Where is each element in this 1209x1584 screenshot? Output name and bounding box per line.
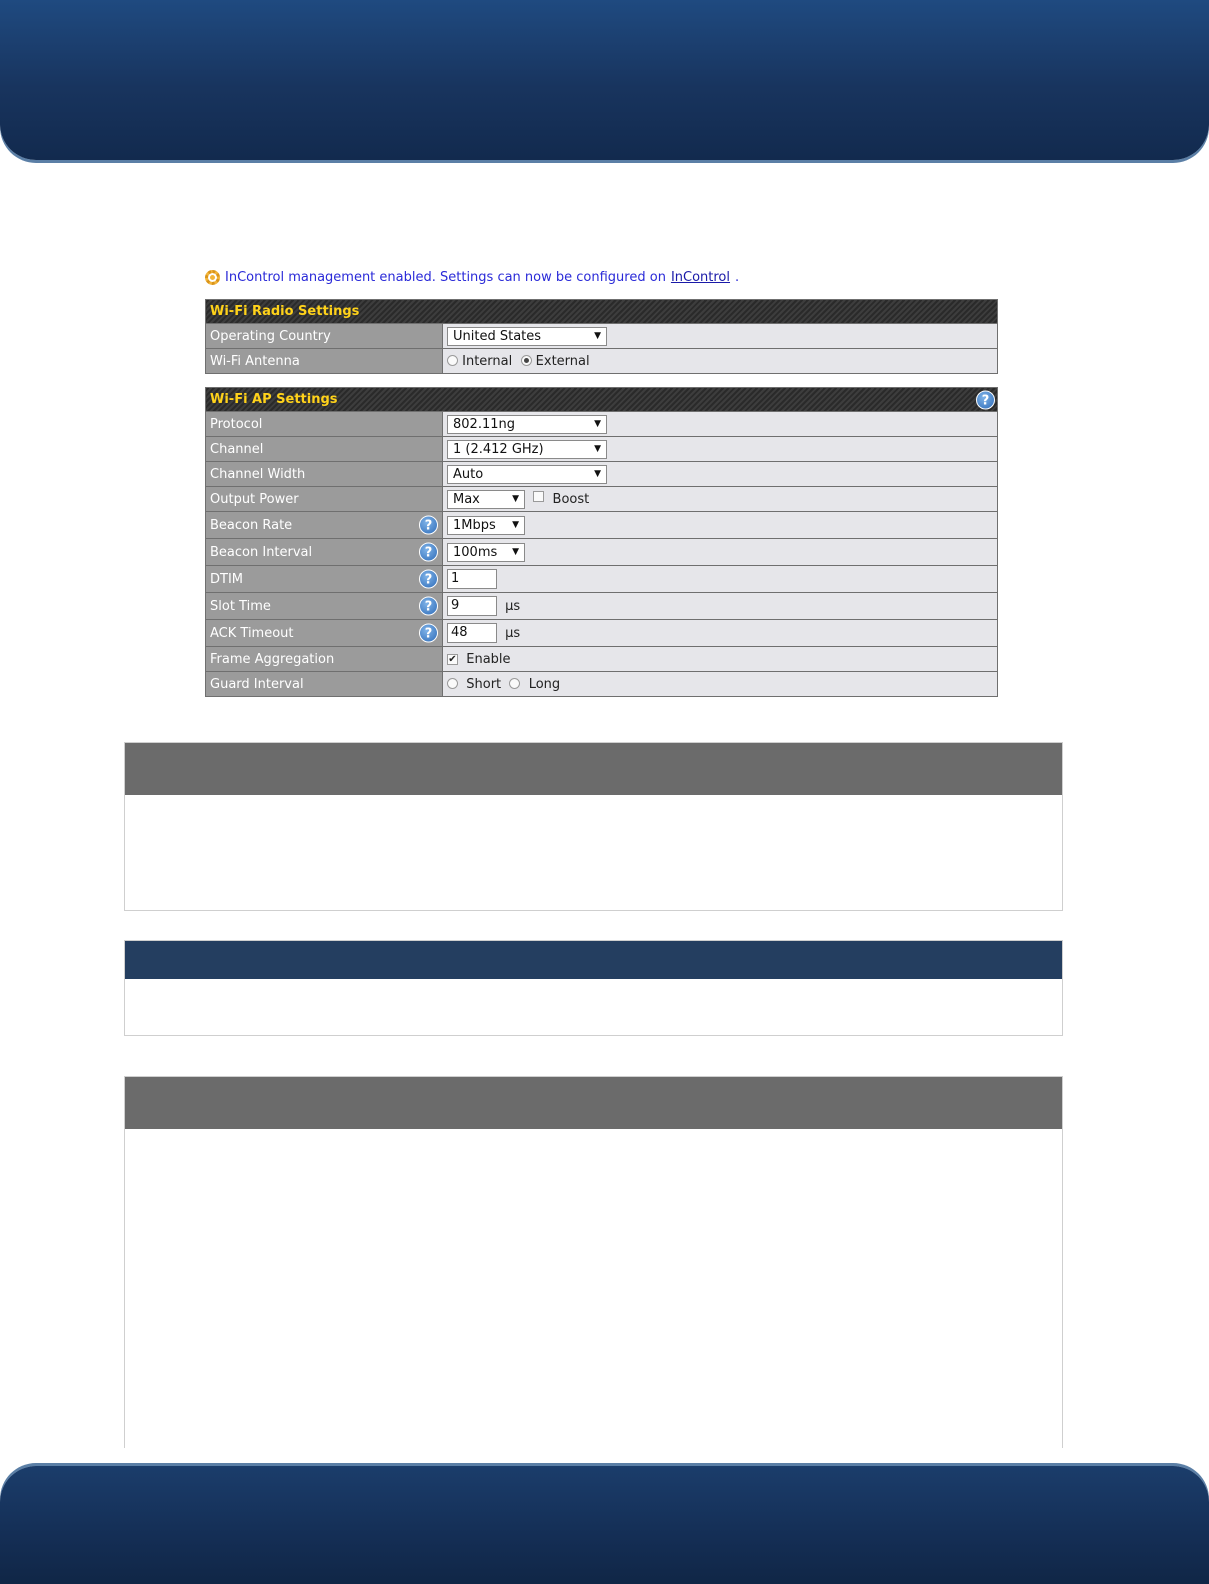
bottom-banner [0, 1466, 1209, 1584]
label-frame-aggregation: Frame Aggregation [206, 647, 443, 672]
output-power-value: Max [453, 491, 480, 507]
row-beacon-rate [206, 512, 998, 539]
chevron-down-icon: ▼ [512, 520, 519, 530]
ack-timeout-input[interactable]: 48 [447, 623, 497, 643]
help-icon[interactable]: ? [419, 597, 438, 616]
label-channel: Channel [206, 437, 443, 462]
antenna-external-label: External [535, 353, 590, 369]
label-guard-interval: Guard Interval [206, 672, 443, 697]
guard-interval-short-radio[interactable] [447, 678, 458, 689]
protocol-value: 802.11ng [453, 416, 515, 432]
row-protocol [206, 412, 998, 437]
row-guard-interval [206, 672, 998, 697]
wifi-ap-settings-header [206, 388, 998, 412]
panel-header [125, 1077, 1062, 1129]
antenna-internal-radio[interactable] [447, 355, 458, 366]
beacon-rate-select[interactable] [447, 516, 525, 535]
protocol-select[interactable] [447, 415, 607, 434]
output-power-select[interactable] [447, 490, 525, 509]
help-icon[interactable]: ? [419, 570, 438, 589]
beacon-rate-value: 1Mbps [453, 517, 496, 533]
section-title: Wi-Fi AP Settings [210, 392, 338, 407]
label-channel-width: Channel Width [206, 462, 443, 487]
label-output-power: Output Power [206, 487, 443, 512]
channel-value: 1 (2.412 GHz) [453, 441, 544, 457]
notice-suffix: . [735, 270, 740, 285]
label-ack-timeout: ACK Timeout [210, 625, 294, 641]
chevron-down-icon: ▼ [512, 547, 519, 557]
channel-width-value: Auto [453, 466, 484, 482]
label-beacon-rate: Beacon Rate [210, 517, 293, 533]
panel-header [125, 743, 1062, 795]
help-icon[interactable]: ? [419, 624, 438, 643]
chevron-down-icon: ▼ [594, 469, 601, 479]
incontrol-link[interactable]: InControl [670, 270, 731, 285]
gear-icon [205, 270, 220, 285]
label-operating-country: Operating Country [206, 324, 443, 349]
frame-aggregation-checkbox[interactable]: ✔ [448, 653, 457, 665]
chevron-down-icon: ▼ [512, 494, 519, 504]
label-beacon-interval: Beacon Interval [210, 544, 313, 560]
panel-header [125, 941, 1062, 979]
guard-interval-short-label: Short [466, 676, 502, 692]
boost-checkbox[interactable] [533, 491, 544, 502]
row-dtim [206, 566, 998, 593]
frame-aggregation-option: Enable [466, 651, 511, 667]
incontrol-notice [205, 270, 739, 285]
document-panel [124, 742, 1063, 911]
antenna-internal-label: Internal [462, 353, 513, 369]
dtim-input[interactable]: 1 [447, 569, 497, 589]
help-icon[interactable]: ? [976, 390, 995, 409]
help-icon[interactable]: ? [419, 543, 438, 562]
channel-width-select[interactable] [447, 465, 607, 484]
beacon-interval-select[interactable] [447, 543, 525, 562]
help-icon[interactable]: ? [419, 516, 438, 535]
wifi-ap-settings-table [205, 387, 998, 697]
chevron-down-icon: ▼ [594, 419, 601, 429]
boost-label: Boost [552, 491, 590, 507]
wifi-radio-settings-table [205, 299, 998, 374]
slot-time-unit: µs [505, 598, 521, 614]
chevron-down-icon: ▼ [594, 444, 601, 454]
row-output-power [206, 487, 998, 512]
wifi-radio-settings-header [206, 300, 998, 324]
document-panel [124, 1076, 1063, 1448]
guard-interval-long-radio[interactable] [509, 678, 520, 689]
label-dtim: DTIM [210, 571, 244, 587]
channel-select[interactable] [447, 440, 607, 459]
notice-text: InControl management enabled. Settings can now be configured on [225, 270, 666, 285]
row-beacon-interval [206, 539, 998, 566]
label-protocol: Protocol [206, 412, 443, 437]
document-panel [124, 940, 1063, 1036]
label-slot-time: Slot Time [210, 598, 271, 614]
row-channel [206, 437, 998, 462]
beacon-interval-value: 100ms [453, 544, 498, 560]
row-channel-width [206, 462, 998, 487]
label-wifi-antenna: Wi-Fi Antenna [206, 349, 443, 374]
row-frame-aggregation [206, 647, 998, 672]
row-wifi-antenna [206, 349, 998, 374]
ack-timeout-unit: µs [505, 625, 521, 641]
chevron-down-icon: ▼ [594, 331, 601, 341]
operating-country-value: United States [453, 328, 542, 344]
top-banner [0, 0, 1209, 160]
section-title: Wi-Fi Radio Settings [206, 300, 998, 324]
slot-time-input[interactable]: 9 [447, 596, 497, 616]
guard-interval-long-label: Long [528, 676, 561, 692]
operating-country-select[interactable] [447, 327, 607, 346]
antenna-external-radio[interactable] [521, 355, 532, 366]
row-ack-timeout [206, 620, 998, 647]
row-operating-country [206, 324, 998, 349]
row-slot-time [206, 593, 998, 620]
